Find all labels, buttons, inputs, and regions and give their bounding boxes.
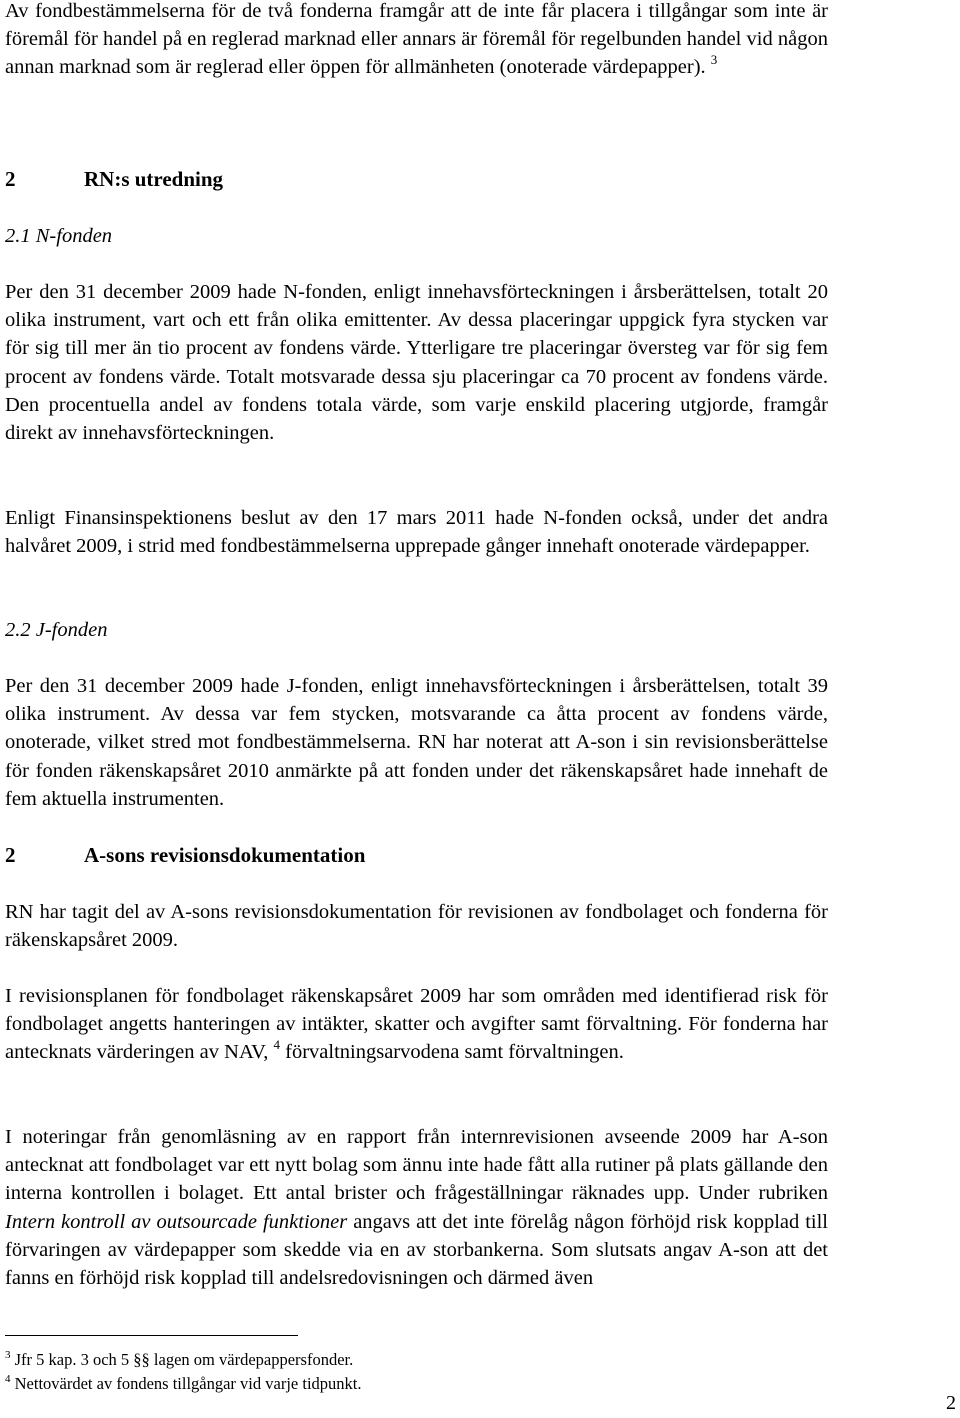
subsection-heading-n-fonden: 2.1 N-fonden (5, 225, 113, 247)
subsection-heading-j-fonden: 2.2 J-fonden (5, 619, 108, 641)
section-heading-rn-utredning (5, 165, 828, 193)
footnote-text: Nettovärdet av fondens tillgångar vid varje tidpunkt. (14, 1374, 362, 1393)
page-number: 2 (946, 1392, 956, 1414)
para3-text-after: angavs att det inte förelåg någon förhöjd risk kopplad till förvaringen av värdepapper som skedde via en av storbankerna. Som slutsats angav A-son att det fanns en förhöjd risk kopplad till andelsredovisningen och därmed även (5, 1210, 829, 1290)
para2-text-after: förvaltningsarvodena samt förvaltningen. (285, 1041, 624, 1064)
footnote-3 (5, 1349, 353, 1371)
section-number: 2 (5, 843, 16, 867)
footnote-text: Jfr 5 kap. 3 och 5 §§ lagen om värdepappersfonder. (14, 1350, 354, 1369)
j-fonden-paragraph-1: Per den 31 december 2009 hade J-fonden, enligt innehavsförteckningen i årsberättelsen, totalt 39 olika instrument. Av dessa var fem stycken, motsvarande ca åtta procent av fondens värde, onoterade, vilket stred mot fondbestämmelserna. RN har noterat att A-son i sin revisionsberättelse för fonden räkenskapsåret 2010 anmärkte på att fonden under det räkenskapsåret hade innehaft de fem aktuella instrumenten. (5, 675, 828, 810)
intro-text: Av fondbestämmelserna för de två fonderna framgår att de inte får placera i tillgångar som inte är föremål för handel på en reglerad marknad eller annars är föremål för regelbunden handel vid någon annan marknad som är reglerad eller öppen för allmänheten (onoterade värdepapper). (5, 0, 828, 79)
section-number: 2 (5, 167, 16, 191)
footnote-4 (5, 1373, 362, 1395)
footnote-divider (5, 1335, 298, 1336)
n-fonden-paragraph-2: Enligt Finansinspektionens beslut av den 17 mars 2011 hade N-fonden också, under det andra halvåret 2009, i strid med fondbestämmelserna upprepade gånger innehaft onoterade värdepapper. (5, 507, 828, 558)
revisionsdokumentation-paragraph-1: RN har tagit del av A-sons revisionsdokumentation för revisionen av fondbolaget och fonderna för räkenskapsåret 2009. (5, 901, 828, 952)
footnote-number: 4 (5, 1373, 11, 1385)
para2-text-before: I revisionsplanen för fondbolaget räkenskapsåret 2009 har som områden med identifierad risk för fondbolaget angetts hanteringen av intäkter, skatter och avgifter samt förvaltning. För fonderna har antecknats värderingen av NAV, (5, 985, 828, 1064)
intro-paragraph (5, 0, 828, 82)
para3-italic-heading: Intern kontroll av outsourcade funktioner (5, 1210, 348, 1233)
revisionsdokumentation-paragraph-2 (5, 982, 828, 1067)
para3-text-before: I noteringar från genomläsning av en rapport från internrevisionen avseende 2009 har A-son antecknat att fondbolaget var ett nytt bolag som ännu inte hade fått alla rutiner på plats gällande den interna kontrollen i bolaget. Ett antal brister och frågeställningar räknades upp. Under rubriken (5, 1126, 828, 1205)
revisionsdokumentation-paragraph-3 (5, 1123, 828, 1292)
n-fonden-paragraph-1: Per den 31 december 2009 hade N-fonden, enligt innehavsförteckningen i årsberättelsen, totalt 20 olika instrument, vart och ett från olika emittenter. Av dessa placeringar uppgick fyra stycken var för sig till mer än tio procent av fondens värde. Ytterligare tre placeringar översteg var för sig fem procent av fondens värde. Totalt motsvarade dessa sju placeringar ca 70 procent av fondens värde. Den procentuella andel av fondens totala värde, som varje enskild placering utgjorde, framgår direkt av innehavsförteckningen. (5, 281, 828, 445)
section-title: A-sons revisionsdokumentation (84, 843, 366, 867)
footnote-number: 3 (5, 1349, 11, 1361)
section-heading-revisionsdokumentation (5, 841, 828, 869)
footnote-ref-3: 3 (710, 52, 718, 68)
footnote-ref-4: 4 (273, 1037, 281, 1053)
section-title: RN:s utredning (84, 167, 224, 191)
